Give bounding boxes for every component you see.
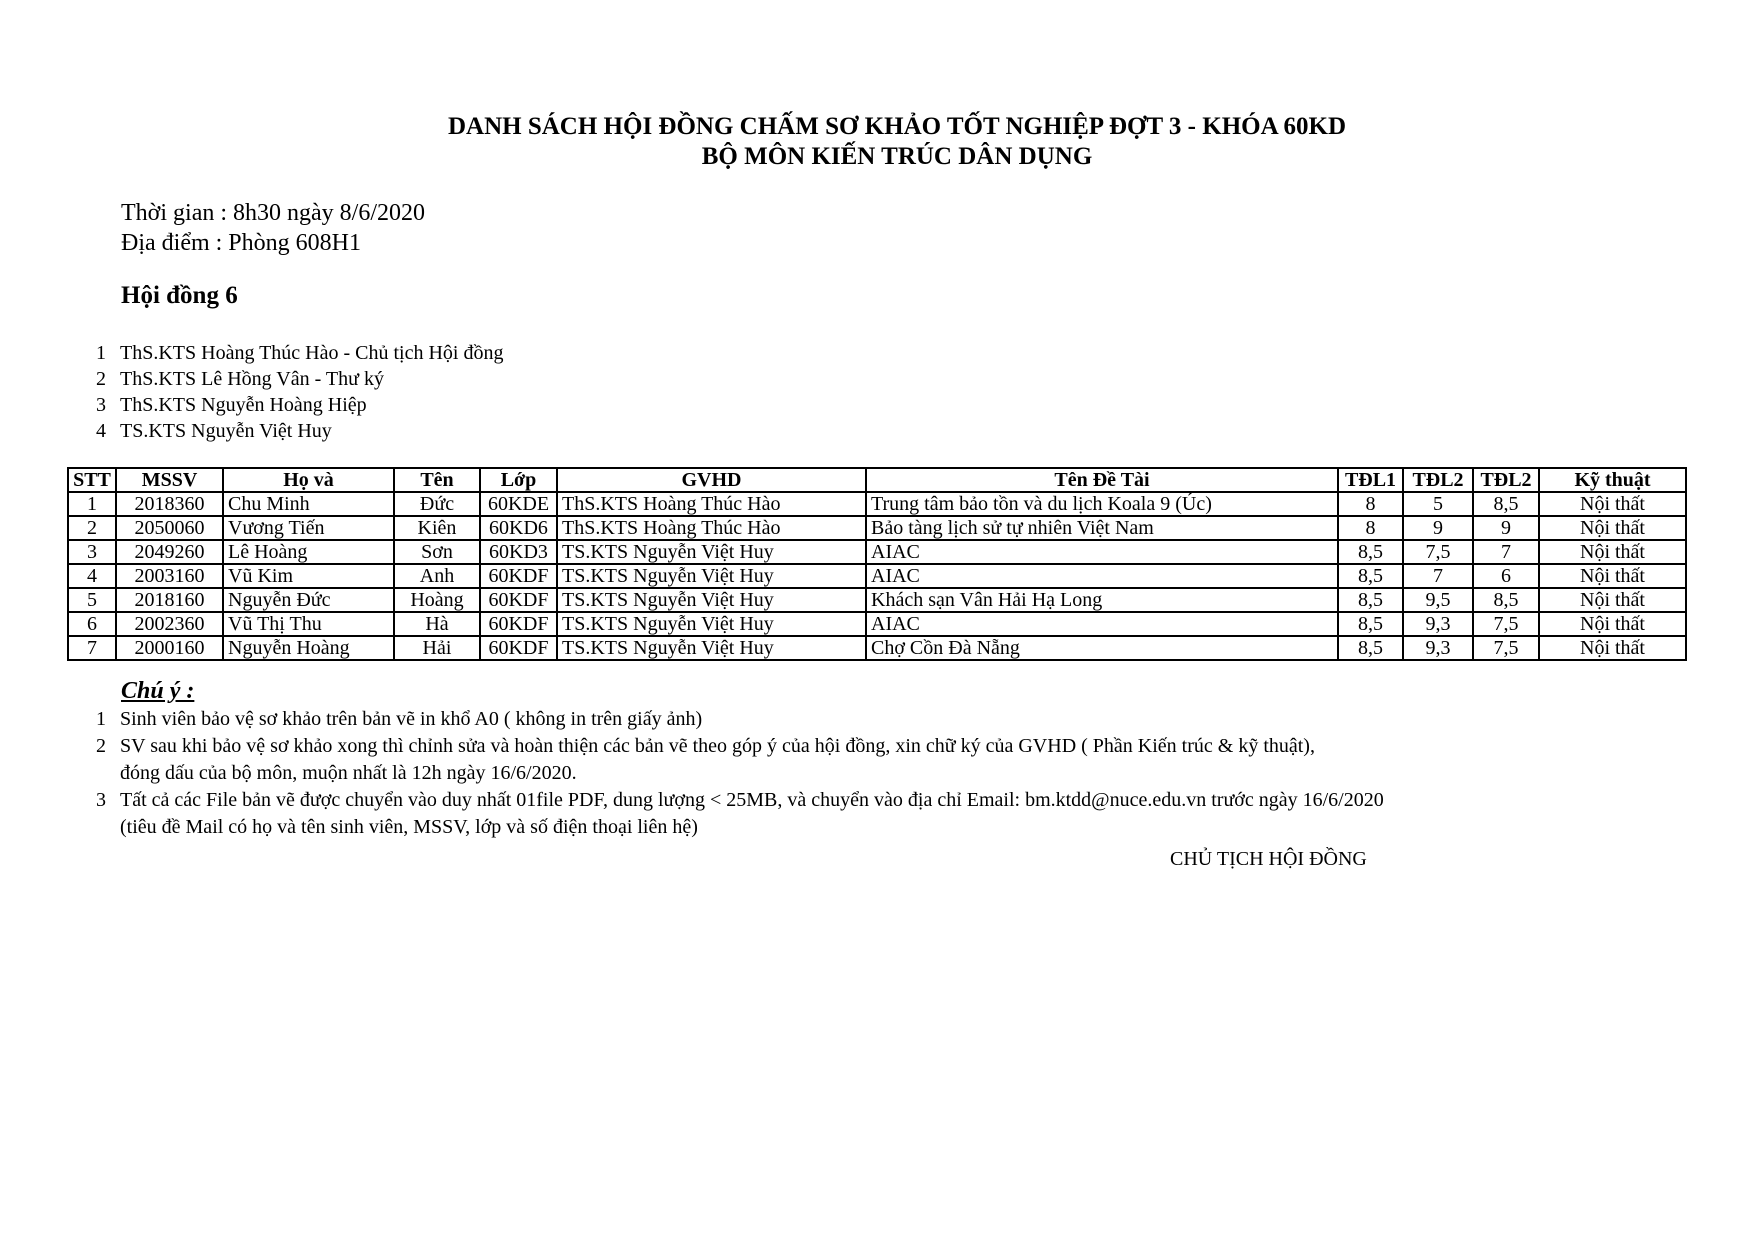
cell-ten: Đức — [394, 492, 480, 516]
note-item — [96, 733, 1384, 760]
cell-lop: 60KDF — [480, 588, 557, 612]
cell-tdl2: 9,5 — [1403, 588, 1473, 612]
cell-gvhd: TS.KTS Nguyễn Việt Huy — [557, 540, 866, 564]
council-member — [96, 366, 504, 392]
cell-tdl2: 5 — [1403, 492, 1473, 516]
header-ky-thuat: Kỹ thuật — [1539, 468, 1686, 492]
cell-tdl2b: 7,5 — [1473, 636, 1539, 660]
cell-ten: Kiên — [394, 516, 480, 540]
cell-ten: Hà — [394, 612, 480, 636]
cell-stt: 1 — [68, 492, 116, 516]
table-row — [68, 564, 1686, 588]
header-stt: STT — [68, 468, 116, 492]
cell-stt: 4 — [68, 564, 116, 588]
cell-gvhd: ThS.KTS Hoàng Thúc Hào — [557, 516, 866, 540]
cell-tdl1: 8,5 — [1338, 540, 1403, 564]
cell-de-tai: Trung tâm bảo tồn và du lịch Koala 9 (Úc) — [866, 492, 1338, 516]
cell-tdl2b: 8,5 — [1473, 492, 1539, 516]
header-tdl1: TĐL1 — [1338, 468, 1403, 492]
header-tdl2: TĐL2 — [1403, 468, 1473, 492]
council-members — [96, 340, 504, 444]
cell-mssv: 2018160 — [116, 588, 223, 612]
cell-lop: 60KDF — [480, 636, 557, 660]
cell-gvhd: ThS.KTS Hoàng Thúc Hào — [557, 492, 866, 516]
member-number: 3 — [96, 394, 106, 416]
cell-lop: 60KDE — [480, 492, 557, 516]
header-tdl2b: TĐL2 — [1473, 468, 1539, 492]
note-text-continuation: (tiêu đề Mail có họ và tên sinh viên, MSSV, lớp và số điện thoại liên hệ) — [120, 816, 698, 838]
cell-ho-va: Chu Minh — [223, 492, 394, 516]
table-row — [68, 612, 1686, 636]
cell-tdl2b: 9 — [1473, 516, 1539, 540]
cell-stt: 6 — [68, 612, 116, 636]
cell-tdl2: 7 — [1403, 564, 1473, 588]
member-name: ThS.KTS Hoàng Thúc Hào - Chủ tịch Hội đồng — [120, 342, 504, 364]
cell-tdl1: 8,5 — [1338, 636, 1403, 660]
document-title-line2: BỘ MÔN KIẾN TRÚC DÂN DỤNG — [701, 143, 1093, 170]
cell-lop: 60KDF — [480, 564, 557, 588]
cell-mssv: 2000160 — [116, 636, 223, 660]
note-item — [96, 706, 1384, 733]
council-member — [96, 340, 504, 366]
cell-gvhd: TS.KTS Nguyễn Việt Huy — [557, 564, 866, 588]
member-name: ThS.KTS Nguyễn Hoàng Hiệp — [120, 394, 367, 416]
cell-tdl2: 9,3 — [1403, 612, 1473, 636]
cell-de-tai: Khách sạn Vân Hải Hạ Long — [866, 588, 1338, 612]
note-text: Tất cả các File bản vẽ được chuyển vào duy nhất 01file PDF, dung lượng < 25MB, và chuyển vào địa chỉ Email: bm.ktdd@nuce.edu.vn trước ngày 16/6/2020 — [120, 789, 1384, 811]
cell-tdl1: 8 — [1338, 516, 1403, 540]
cell-de-tai: Chợ Cồn Đà Nẵng — [866, 636, 1338, 660]
note-text: Sinh viên bảo vệ sơ khảo trên bản vẽ in khổ A0 ( không in trên giấy ảnh) — [120, 708, 703, 730]
cell-gvhd: TS.KTS Nguyễn Việt Huy — [557, 636, 866, 660]
cell-tdl1: 8,5 — [1338, 564, 1403, 588]
note-number: 1 — [96, 708, 106, 730]
notes-list — [96, 706, 1384, 841]
cell-ten: Sơn — [394, 540, 480, 564]
cell-ten: Hải — [394, 636, 480, 660]
cell-ky-thuat: Nội thất — [1539, 636, 1686, 660]
header-mssv: MSSV — [116, 468, 223, 492]
cell-tdl2b: 6 — [1473, 564, 1539, 588]
cell-ky-thuat: Nội thất — [1539, 540, 1686, 564]
cell-ky-thuat: Nội thất — [1539, 492, 1686, 516]
cell-mssv: 2002360 — [116, 612, 223, 636]
note-item — [96, 787, 1384, 814]
cell-ten: Anh — [394, 564, 480, 588]
cell-tdl2b: 7 — [1473, 540, 1539, 564]
cell-stt: 5 — [68, 588, 116, 612]
student-table — [67, 467, 1687, 661]
cell-de-tai: AIAC — [866, 564, 1338, 588]
cell-de-tai: Bảo tàng lịch sử tự nhiên Việt Nam — [866, 516, 1338, 540]
member-name: TS.KTS Nguyễn Việt Huy — [120, 420, 332, 442]
cell-stt: 7 — [68, 636, 116, 660]
member-name: ThS.KTS Lê Hồng Vân - Thư ký — [120, 368, 384, 390]
cell-ho-va: Nguyễn Hoàng — [223, 636, 394, 660]
header-ho-va: Họ và — [223, 468, 394, 492]
cell-ho-va: Vương Tiến — [223, 516, 394, 540]
cell-ky-thuat: Nội thất — [1539, 564, 1686, 588]
table-row — [68, 588, 1686, 612]
cell-de-tai: AIAC — [866, 540, 1338, 564]
member-number: 4 — [96, 420, 106, 442]
cell-mssv: 2003160 — [116, 564, 223, 588]
council-member — [96, 392, 504, 418]
cell-tdl1: 8 — [1338, 492, 1403, 516]
note-text: SV sau khi bảo vệ sơ khảo xong thì chỉnh sửa và hoàn thiện các bản vẽ theo góp ý của hội đồng, xin chữ ký của GVHD ( Phần Kiến trúc & kỹ thuật), — [120, 735, 1315, 757]
cell-ky-thuat: Nội thất — [1539, 612, 1686, 636]
cell-tdl1: 8,5 — [1338, 612, 1403, 636]
cell-tdl2b: 7,5 — [1473, 612, 1539, 636]
cell-mssv: 2018360 — [116, 492, 223, 516]
cell-ky-thuat: Nội thất — [1539, 516, 1686, 540]
cell-gvhd: TS.KTS Nguyễn Việt Huy — [557, 612, 866, 636]
header-lop: Lớp — [480, 468, 557, 492]
document-title-line1: DANH SÁCH HỘI ĐỒNG CHẤM SƠ KHẢO TỐT NGHIỆP ĐỢT 3 - KHÓA 60KD — [447, 113, 1347, 140]
cell-stt: 3 — [68, 540, 116, 564]
cell-tdl2: 9 — [1403, 516, 1473, 540]
notes-heading: Chú ý : — [121, 678, 195, 704]
note-text-continuation: đóng dấu của bộ môn, muộn nhất là 12h ngày 16/6/2020. — [120, 762, 577, 784]
council-member — [96, 418, 504, 444]
cell-ho-va: Nguyễn Đức — [223, 588, 394, 612]
meeting-place: Địa điểm : Phòng 608H1 — [121, 230, 361, 256]
cell-tdl2: 9,3 — [1403, 636, 1473, 660]
cell-mssv: 2049260 — [116, 540, 223, 564]
cell-ky-thuat: Nội thất — [1539, 588, 1686, 612]
cell-lop: 60KD6 — [480, 516, 557, 540]
cell-de-tai: AIAC — [866, 612, 1338, 636]
table-header-row — [68, 468, 1686, 492]
cell-ten: Hoàng — [394, 588, 480, 612]
cell-tdl2: 7,5 — [1403, 540, 1473, 564]
signature-label: CHỦ TỊCH HỘI ĐỒNG — [1170, 848, 1367, 870]
member-number: 1 — [96, 342, 106, 364]
cell-lop: 60KDF — [480, 612, 557, 636]
cell-tdl2b: 8,5 — [1473, 588, 1539, 612]
table-row — [68, 492, 1686, 516]
header-gvhd: GVHD — [557, 468, 866, 492]
member-number: 2 — [96, 368, 106, 390]
cell-stt: 2 — [68, 516, 116, 540]
note-number: 3 — [96, 789, 106, 811]
cell-ho-va: Lê Hoàng — [223, 540, 394, 564]
note-number: 2 — [96, 735, 106, 757]
header-ten-de-tai: Tên Đề Tài — [866, 468, 1338, 492]
table-row — [68, 516, 1686, 540]
cell-tdl1: 8,5 — [1338, 588, 1403, 612]
meeting-time: Thời gian : 8h30 ngày 8/6/2020 — [121, 200, 425, 226]
cell-lop: 60KD3 — [480, 540, 557, 564]
cell-gvhd: TS.KTS Nguyễn Việt Huy — [557, 588, 866, 612]
cell-mssv: 2050060 — [116, 516, 223, 540]
header-ten: Tên — [394, 468, 480, 492]
council-name: Hội đồng 6 — [121, 282, 238, 309]
cell-ho-va: Vũ Thị Thu — [223, 612, 394, 636]
cell-ho-va: Vũ Kim — [223, 564, 394, 588]
table-row — [68, 540, 1686, 564]
table-row — [68, 636, 1686, 660]
